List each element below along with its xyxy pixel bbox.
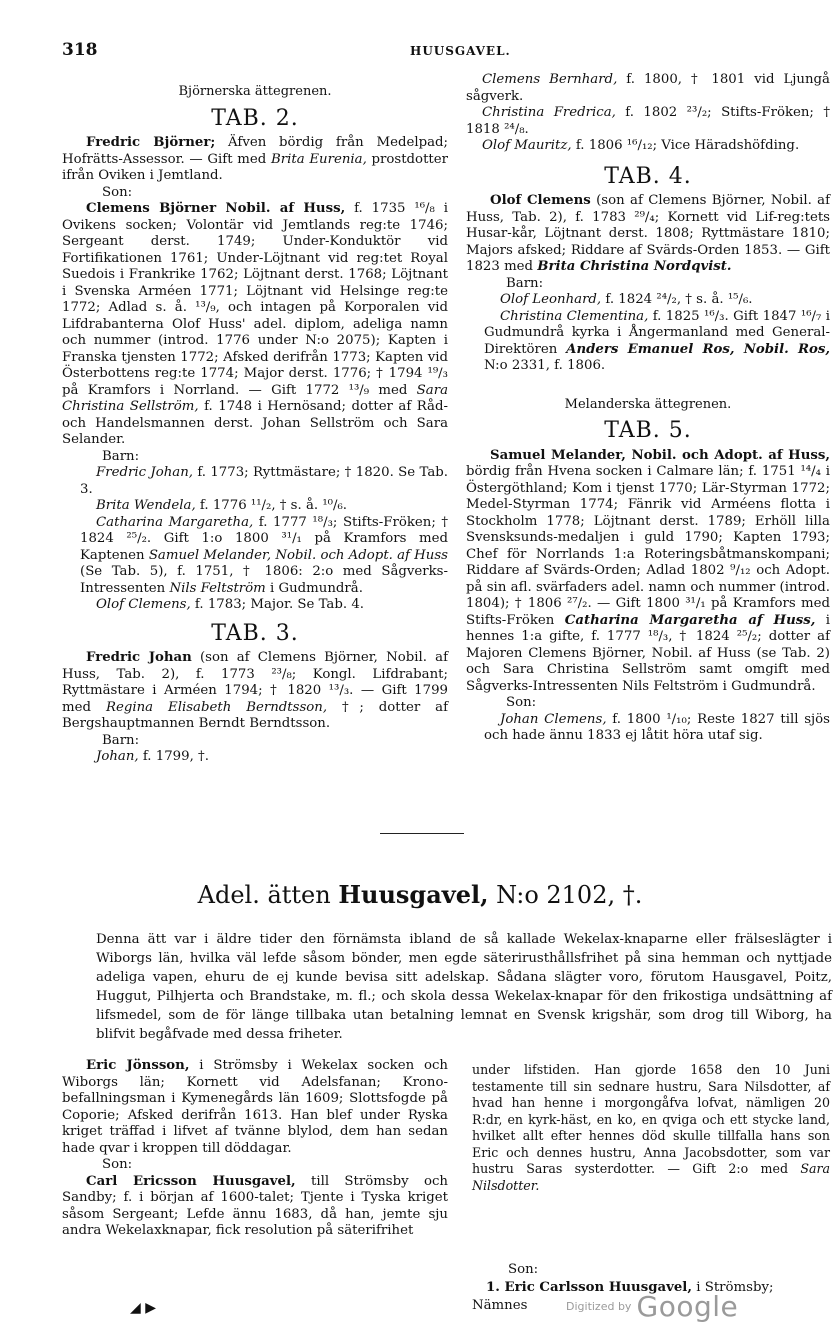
- children-list: [484, 292, 830, 375]
- son-label: Son:: [102, 184, 133, 200]
- barn-label: Barn:: [102, 732, 140, 748]
- children-list: [80, 465, 448, 614]
- tab-3-head-entry: Fredric Johan (son af Clemens Björner, Nobil. af Huss, Tab. 2), f. 1773 ²³/₈; Kongl. Lifdrabant; Ryttmästare i Arméen 1794; † 1820 ¹³/₃. — Gift 1799 med Regina Elisabeth Berndtsson, †; dotter af Bergshauptmannen Berndt Berndtsson.: [62, 650, 448, 731]
- child-entry: Catharina Margaretha, f. 1777 ¹⁸/₃; Stifts-Fröken; † 1824 ²⁵/₂. Gift 1:o 1800 ³¹/₁ på Kramfors med Kaptenen Samuel Melander, Nobil. och Adopt. af Huss (Se Tab. 5), f. 1751, † 1806: 2:o med Sågverks-Intressenten Nils Feltström i Gudmundrå.: [80, 514, 449, 596]
- child-entry: Christina Fredrica, f. 1802 ²³/₂; Stifts-Fröken; † 1818 ²⁴/₈.: [466, 105, 830, 137]
- son-label: Son:: [508, 1262, 539, 1277]
- tab-5-title: TAB. 5.: [604, 418, 692, 443]
- child-entry: Johan, f. 1799, †.: [96, 749, 209, 764]
- bottom-left-column: [62, 1058, 448, 1240]
- family-title: Adel. ätten Huusgavel, N:o 2102, †.: [197, 880, 643, 909]
- left-column: [62, 72, 448, 766]
- continued-entry: under lifstiden. Han gjorde 1658 den 10 Juni testamente till sin sednare hustru, Sara Nilsdotter, af hvad han henne i morgongåfva lofvat, nämligen 20 R:dr, en kyrk-häst, en ko, en qviga och ett stycke land, hvilket allt efter hennes död skulle tillfalla hans son Eric och dennes hustru, Anna Jacobsdotter, som var hustru Saras systerdotter. — Gift 2:o med Sara Nilsdotter.: [472, 1062, 830, 1193]
- clemens-entry: Clemens Björner Nobil. af Huss, f. 1735 ¹⁶/₈ i Ovikens socken; Volontär vid Jemtlands reg:te 1746; Sergeant derst. 1749; Under-Konduktör vid Fortifikationen 1761; Under-Löjtnant vid reg:tet Royal Suedois i Frankrike 1762; Löjtnant derst. 1768; Löjtnant i Svenska Arméen 1771; Löjtnant vid Helsinge reg:te 1772; Adlad s. å. ¹³/₉, och intagen på Korporalen vid Lifdrabanterna Olof Huss' adel. diplom, adeliga namn och nummer (introd. 1776 under N:o 2075); Kapten i Franska tjensten 1772; Afsked derifrån 1773; Kapten vid Österbottens reg:te 1774; Major derst. 1776; † 1794 ¹⁹/₃ på Kramfors i Norrland. — Gift 1772 ¹³/₉ med Sara Christina Sellström, f. 1748 i Hernösand; dotter af Råd- och Handelsmannen derst. Johan Sellström och Sara Selander.: [62, 201, 448, 447]
- family-intro: Denna ätt var i äldre tider den förnämsta ibland de så kallade Wekelax-knaparne eller frälseslägter i Wiborgs län, hvilka väl lefde såsom bönder, men egde säterirusthållsfrihet på sina hemman och nyttjade adeliga vapen, ehuru de ej kunde bevisa sitt adelskap. Sådana slägter voro, förutom Hausgavel, Poitz, Huggut, Pilhjerta och Brandstake, m. fl.; och skola dessa Wekelax-knapar för den frikostiga undsättning af lifsmedel, som de för länge tillbaka utan betalning lemnat en Svensk krigshär, som drog till Wiborg, ha blifvit begåfvade med dessa friheter.: [96, 932, 832, 1042]
- tab-3-title: TAB. 3.: [211, 620, 299, 646]
- tab-4-title: TAB. 4.: [604, 163, 692, 189]
- bottom-right-column: [472, 1062, 830, 1194]
- barn-label: Barn:: [506, 275, 544, 291]
- children-list: [484, 712, 830, 745]
- eric-jonsson-entry: Eric Jönsson, i Strömsby i Wekelax socken och Wiborgs län; Kornett vid Adelsfanan; Krono-befallningsman i Kymenegårds län 1609; Slottsfogde på Coporie; Afsked derifrån 1613. Han blef under Ryska kriget träffad i lifvet af tvänne blylod, dem han sedan hade qvar i kroppen till döddagar.: [62, 1058, 448, 1156]
- section-divider: [380, 833, 464, 834]
- section-title-melanderska: Melanderska ättegrenen.: [564, 396, 732, 412]
- running-title: HUUSGAVEL.: [410, 44, 511, 58]
- child-entry: Olof Clemens, f. 1783; Major. Se Tab. 4.: [96, 597, 365, 612]
- print-marks: ◢ ▶: [130, 1300, 156, 1316]
- child-entry: Brita Wendela, f. 1776 ¹¹/₂, † s. å. ¹⁰/₆.: [96, 498, 348, 513]
- children-list: [466, 72, 830, 155]
- child-entry: Fredric Johan, f. 1773; Ryttmästare; † 1820. Se Tab. 3.: [80, 465, 448, 497]
- tab-5-head-entry: Samuel Melander, Nobil. och Adopt. af Huss, bördig från Hvena socken i Calmare län; f. 1751 ¹⁴/₄ i Östergöthland; Kom i tjenst 1770; Lär-Styrman 1772; Medel-Styrman 1774; Fänrik vid Arméens flotta i Stockholm 1778; Löjtnant derst. 1789; Erhöll lilla Svensksunds-medaljen i guld 1790; Kapten 1793; Chef för Norrlands 1:a Roteringsbåtmanskompani; Riddare af Svärds-Orden; Adlad 1802 ⁹/₁₂ och Adopt. på sin afl. svärfaders adel. namn och nummer (introd. 1804); † 1806 ²⁷/₂. — Gift 1800 ³¹/₁ på Kramfors med Stifts-Fröken Catharina Margaretha af Huss, i hennes 1:a gifte, f. 1777 ¹⁸/₃, † 1824 ²⁵/₂; dotter af Majoren Clemens Björner, Nobil. af Huss (se Tab. 2) och Sara Christina Sellström samt omgift med Sågverks-Intressenten Nils Feltström i Gudmundrå.: [466, 447, 831, 694]
- tab-2-head-entry: Fredric Björner; Äfven bördig från Medelpad; Hofrätts-Assessor. — Gift med Brita Eurenia, prostdotter ifrån Oviken i Jemtland.: [62, 135, 449, 183]
- child-entry: Clemens Bernhard, f. 1800, † 1801 vid Ljungå sågverk.: [466, 72, 830, 104]
- children-list: [80, 749, 448, 766]
- son-label: Son:: [102, 1157, 133, 1172]
- right-column: [466, 72, 830, 745]
- eric-carlsson-entry: 1. Eric Carlsson Huusgavel, i Strömsby; Nämnes: [472, 1280, 774, 1313]
- child-entry: Johan Clemens, f. 1800 ¹/₁₀; Reste 1827 till sjös och hade ännu 1833 ej låtit höra utaf sig.: [484, 711, 830, 743]
- tab-4-head-entry: Olof Clemens (son af Clemens Björner, Nobil. af Huss, Tab. 2), f. 1783 ²⁹/₄; Kornett vid Lif-reg:tets Husar-kår, Löjtnant derst. 1808; Ryttmästare 1810; Majors afsked; Riddare af Svärds-Orden 1853. — Gift 1823 med Brita Christina Nordqvist.: [466, 193, 830, 274]
- child-entry: Olof Mauritz, f. 1806 ¹⁶/₁₂; Vice Häradshöfding.: [482, 138, 800, 153]
- child-entry: Christina Clementina, f. 1825 ¹⁶/₃. Gift 1847 ¹⁶/₇ i Gudmundrå kyrka i Ångermanland med General-Direktören Anders Emanuel Ros, Nobil. Ros, N:o 2331, f. 1806.: [484, 308, 830, 373]
- child-entry: Olof Leonhard, f. 1824 ²⁴/₂, † s. å. ¹⁵/₆.: [500, 292, 753, 307]
- carl-ericsson-entry: Carl Ericsson Huusgavel, till Strömsby och Sandby; f. i början af 1600-talet; Tjente i Tyska kriget såsom Sergeant; Lefde ännu 1683, då han, jemte sju andra Wekelaxknapar, fick resolution på säterifrihet: [62, 1173, 448, 1238]
- barn-label: Barn:: [102, 448, 140, 464]
- section-title-bjornerska: Björnerska ättegrenen.: [178, 84, 332, 99]
- page-number: 318: [62, 40, 98, 60]
- tab-2-title: TAB. 2.: [211, 105, 299, 131]
- son-label: Son:: [506, 695, 537, 710]
- google-watermark: Digitized by Google: [566, 1290, 739, 1323]
